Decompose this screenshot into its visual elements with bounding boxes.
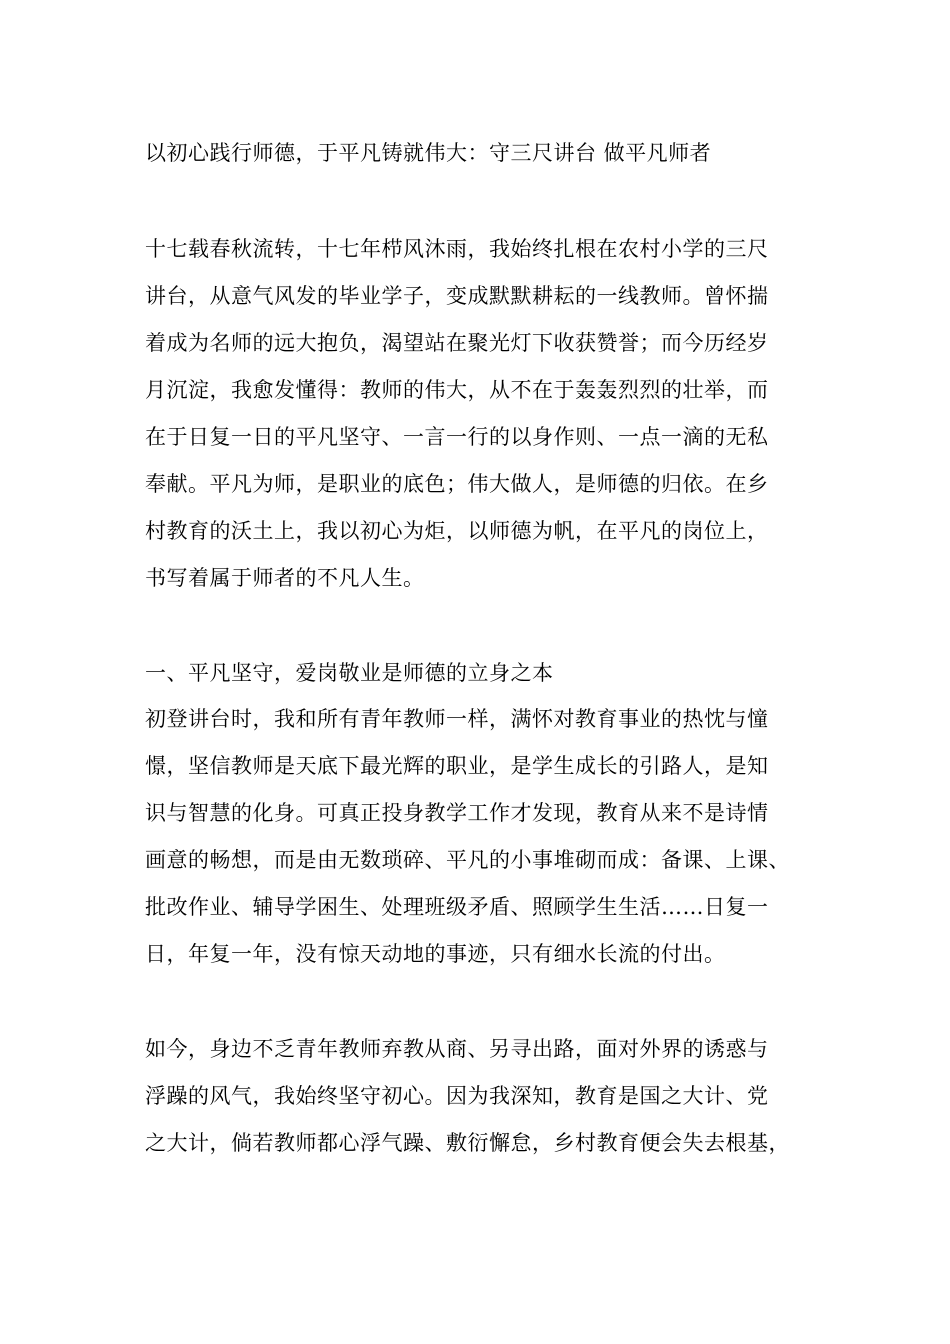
intro-line: 讲台，从意气风发的毕业学子，变成默默耕耘的一线教师。曾怀揣 (145, 284, 769, 308)
intro-line: 奉献。平凡为师，是职业的底色；伟大做人，是师德的归依。在乡 (145, 472, 769, 496)
section1-para1-line: 初登讲台时，我和所有青年教师一样，满怀对教育事业的热忱与憧 (145, 707, 769, 731)
intro-line: 书写着属于师者的不凡人生。 (145, 566, 425, 590)
section1-para1-line: 憬，坚信教师是天底下最光辉的职业，是学生成长的引路人，是知 (145, 754, 769, 778)
intro-line: 在于日复一日的平凡坚守、一言一行的以身作则、一点一滴的无私 (145, 425, 769, 449)
document-title: 以初心践行师德，于平凡铸就伟大：守三尺讲台 做平凡师者 (145, 141, 712, 165)
section1-para2-line: 如今，身边不乏青年教师弃教从商、另寻出路，面对外界的诱惑与 (145, 1037, 769, 1061)
section1-para1-line: 画意的畅想，而是由无数琐碎、平凡的小事堆砌而成：备课、上课、 (145, 848, 790, 872)
section1-para2-line: 浮躁的风气，我始终坚守初心。因为我深知，教育是国之大计、党 (145, 1084, 769, 1108)
section1-para1-line: 批改作业、辅导学困生、处理班级矛盾、照顾学生生活……日复一 (145, 895, 769, 919)
intro-line: 村教育的沃土上，我以初心为炬，以师德为帆，在平凡的岗位上， (145, 519, 769, 543)
section1-para2-line: 之大计，倘若教师都心浮气躁、敷衍懈怠，乡村教育便会失去根基， (145, 1131, 790, 1155)
section1-para1-line: 识与智慧的化身。可真正投身教学工作才发现，教育从来不是诗情 (145, 801, 769, 825)
intro-line: 着成为名师的远大抱负，渴望站在聚光灯下收获赞誉；而今历经岁 (145, 331, 769, 355)
intro-line: 十七载春秋流转，十七年栉风沐雨，我始终扎根在农村小学的三尺 (145, 237, 769, 261)
intro-line: 月沉淀，我愈发懂得：教师的伟大，从不在于轰轰烈烈的壮举，而 (145, 378, 769, 402)
section1-para1-line: 日，年复一年，没有惊天动地的事迹，只有细水长流的付出。 (145, 942, 726, 966)
section-heading: 一、平凡坚守，爱岗敬业是师德的立身之本 (145, 661, 554, 685)
